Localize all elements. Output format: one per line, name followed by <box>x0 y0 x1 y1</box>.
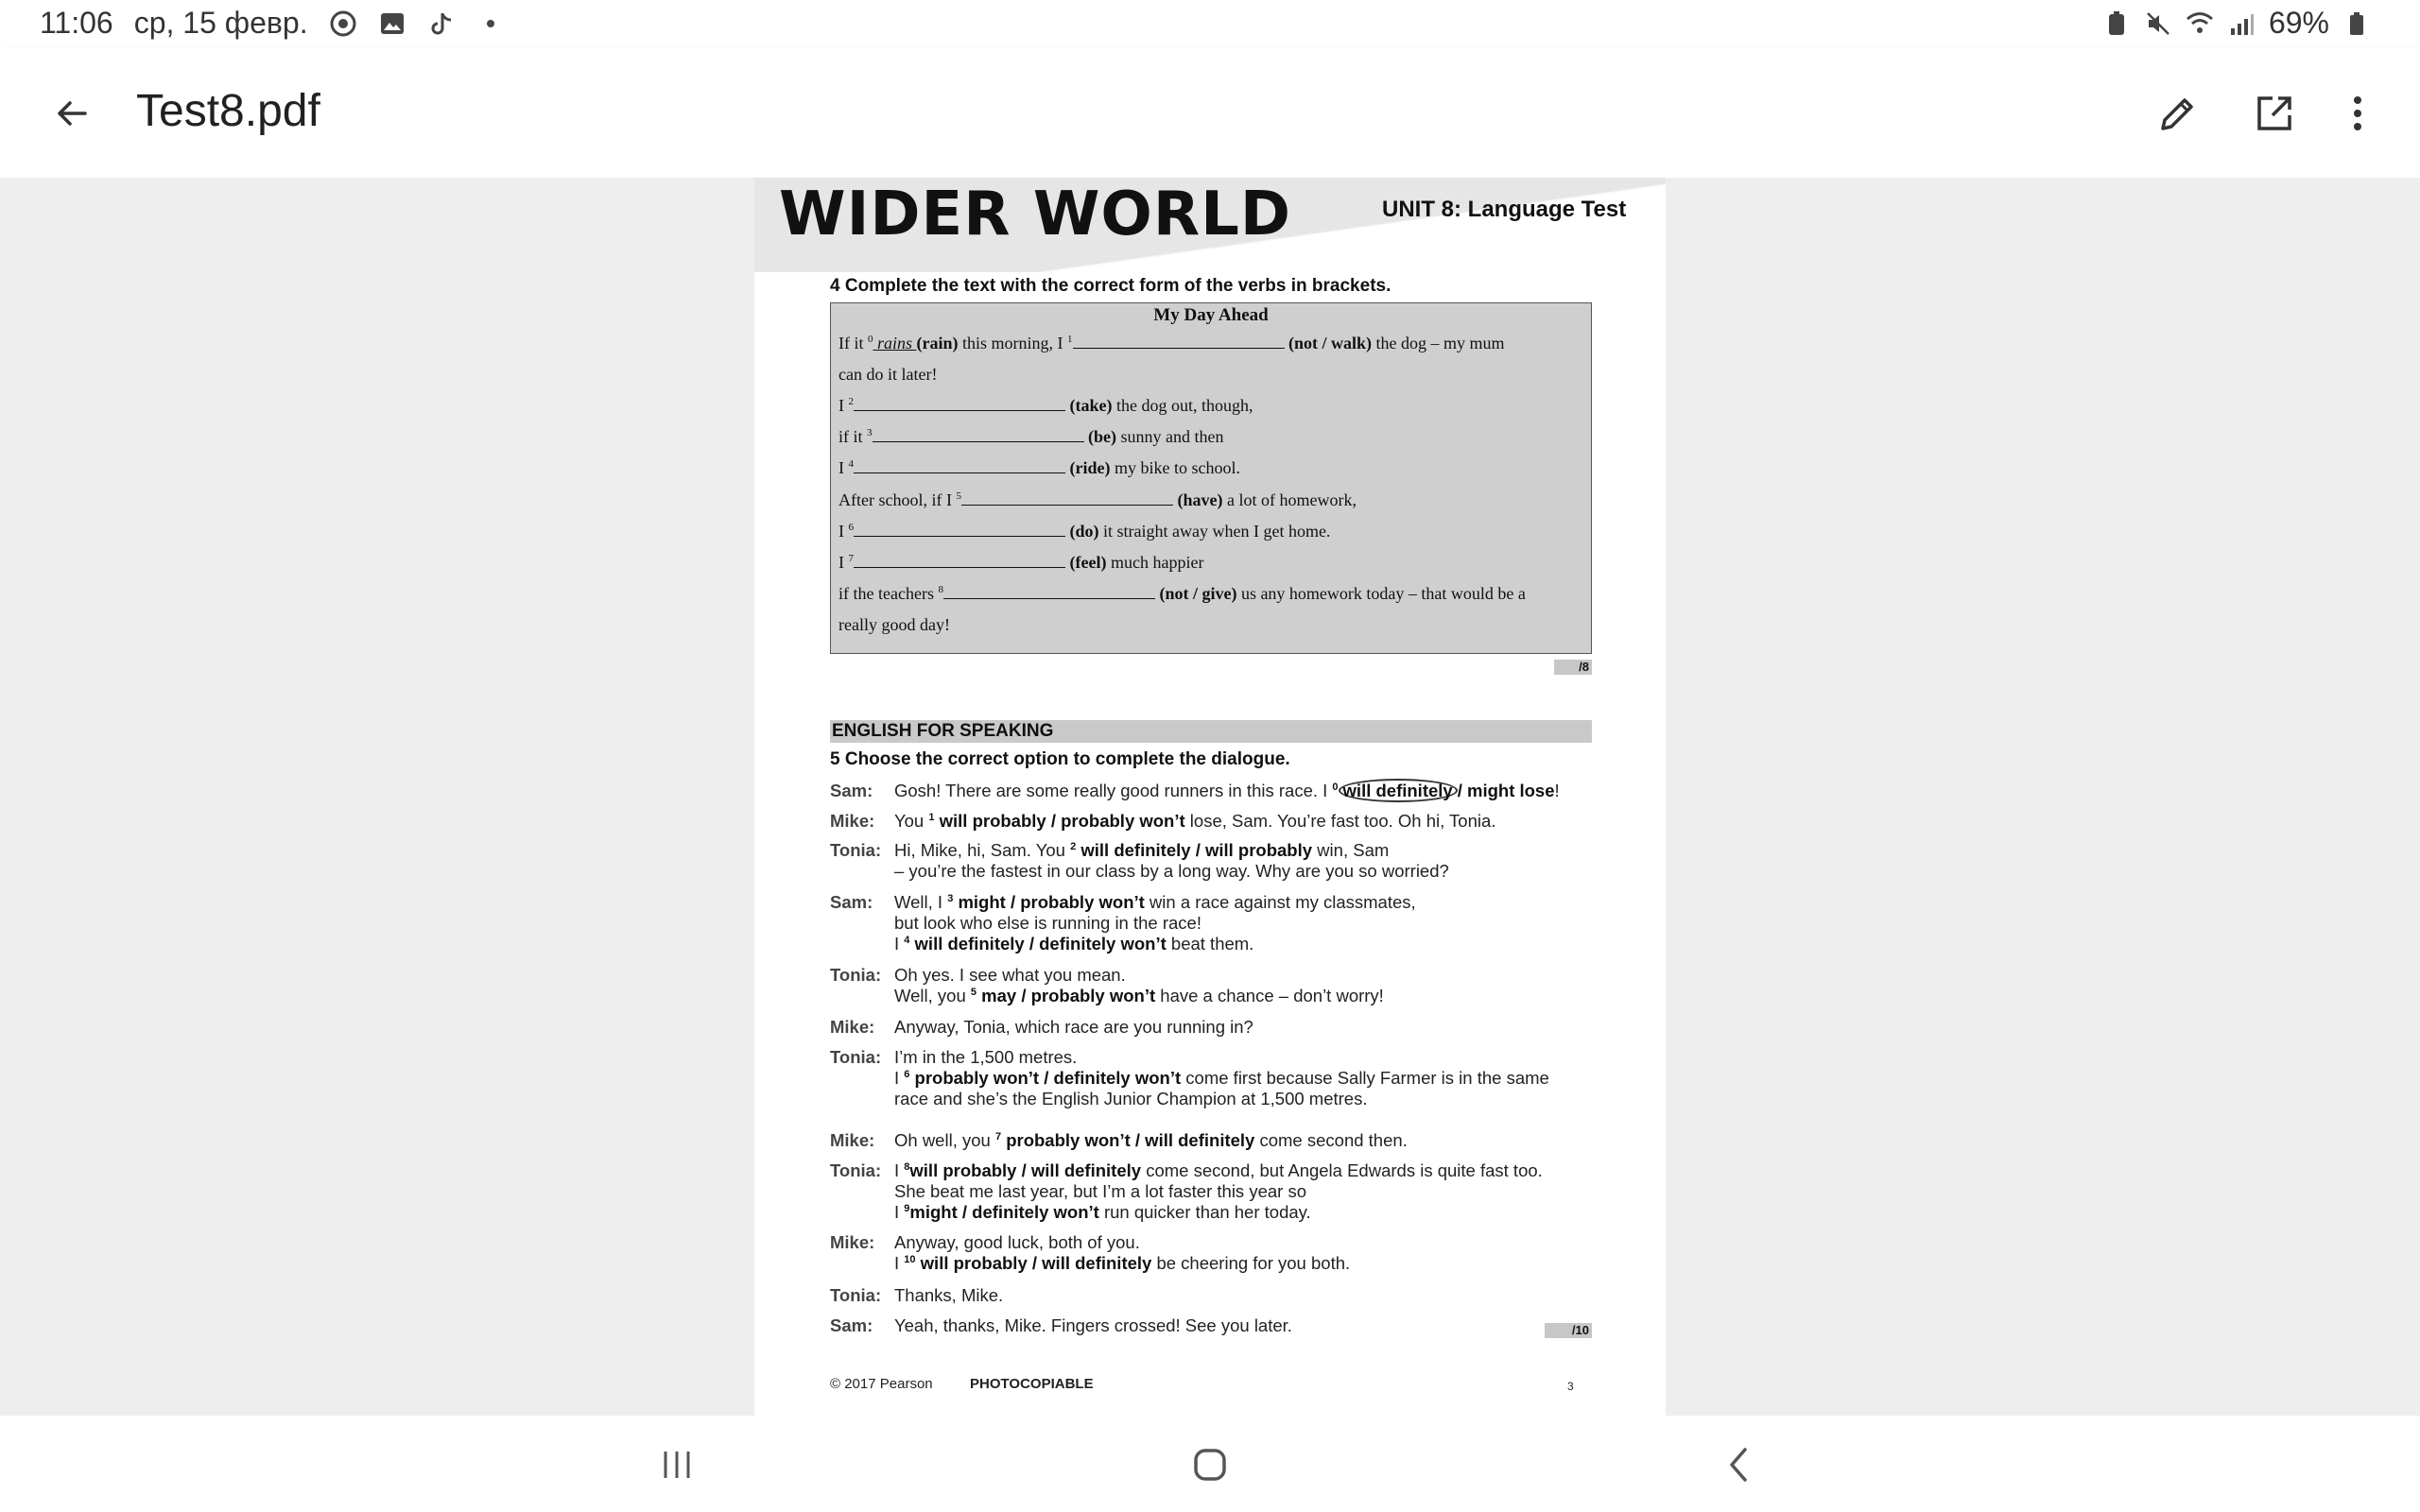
wider-world-logo: WIDER WORLD <box>779 180 1291 249</box>
open-external-button[interactable] <box>2246 85 2303 142</box>
dialogue-fragment: I <box>894 934 905 954</box>
gap-number: 6 <box>848 521 854 533</box>
footer-photocopiable: PHOTOCOPIABLE <box>970 1376 1094 1392</box>
back-nav-button[interactable] <box>1711 1436 1768 1493</box>
answer-option: will definitely / definitely won’t <box>909 934 1167 954</box>
ex4-line <box>838 615 950 635</box>
speaker-name: Mike: <box>830 811 875 831</box>
file-title: Test8.pdf <box>136 86 320 136</box>
gap-number: 0 <box>1332 781 1339 793</box>
dialogue-fragment: Yeah, thanks, Mike. Fingers crossed! See you later. <box>894 1315 1292 1335</box>
dialogue-fragment: Gosh! There are some really good runners in this race. I <box>894 781 1333 800</box>
answer-option: will probably / probably won’t <box>934 811 1185 831</box>
ex4-text: can do it later! <box>838 364 938 384</box>
answer-option: probably won’t / definitely won’t <box>909 1068 1182 1088</box>
dialogue-fragment: ! <box>1554 781 1560 800</box>
dialogue-text <box>894 1253 1350 1274</box>
dialogue-fragment: She beat me last year, but I’m a lot faster this year so <box>894 1181 1306 1201</box>
dialogue-fragment: come second, but Angela Edwards is quite fast too. <box>1141 1160 1543 1180</box>
ex4-text: If it <box>838 333 868 352</box>
dialogue-fragment: Anyway, Tonia, which race are you running in? <box>894 1017 1253 1037</box>
ex4-box-title: My Day Ahead <box>1153 305 1269 325</box>
ex4-text: I <box>838 458 849 478</box>
signal-icon <box>2227 9 2256 38</box>
speaker-name: Tonia: <box>830 965 882 985</box>
answer-blank <box>873 427 1084 442</box>
wifi-icon <box>2186 9 2214 38</box>
answer-blank <box>854 553 1065 568</box>
speaker-name: Sam: <box>830 892 873 912</box>
battery-percent: 69% <box>2268 6 2329 40</box>
gap-number: 5 <box>956 490 961 502</box>
recents-icon <box>658 1446 696 1484</box>
verb-hint: (ride) <box>1065 458 1111 478</box>
answer-option: / might lose <box>1457 781 1555 800</box>
unit-title: UNIT 8: Language Test <box>1382 197 1627 222</box>
gap-number: 9 <box>904 1202 910 1214</box>
speaker-name: Tonia: <box>830 1047 882 1067</box>
speaker-name: Sam: <box>830 781 873 800</box>
gap-number: 1 <box>1067 333 1073 345</box>
dialogue-text <box>894 913 1201 934</box>
ex4-text: my bike to school. <box>1110 458 1240 478</box>
gap-number: 8 <box>904 1160 910 1173</box>
ex4-text: if the teachers <box>838 584 939 604</box>
gallery-icon <box>378 9 406 38</box>
ex4-text: the dog – my mum <box>1372 333 1505 352</box>
edit-icon <box>2157 93 2199 134</box>
footer-copyright: © 2017 Pearson <box>830 1376 933 1392</box>
verb-hint: (feel) <box>1065 552 1107 572</box>
status-bar <box>0 0 2420 47</box>
dialogue-text <box>894 1285 1003 1306</box>
answer-blank <box>854 522 1065 537</box>
dialogue-text <box>894 1047 1077 1068</box>
answer-blank <box>854 458 1065 473</box>
ex4-text: much happier <box>1106 552 1204 572</box>
home-button[interactable] <box>1182 1436 1238 1493</box>
dialogue-fragment: Oh yes. I see what you mean. <box>894 965 1126 985</box>
gap-number: 1 <box>928 811 935 823</box>
ex4-text: I <box>838 552 849 572</box>
ex4-text: if it <box>838 427 867 447</box>
answer-blank <box>1073 334 1285 349</box>
dialogue-fragment: lose, Sam. You’re fast too. Oh hi, Tonia. <box>1184 811 1496 831</box>
answer-option: might / definitely won’t <box>909 1202 1099 1222</box>
ex4-box <box>830 302 1592 654</box>
ex4-line <box>838 553 1203 573</box>
more-vert-icon <box>2348 93 2367 134</box>
dialogue-fragment: come second then. <box>1254 1130 1408 1150</box>
recents-button[interactable] <box>648 1436 705 1493</box>
speaker-name: Mike: <box>830 1232 875 1252</box>
gap-number: 2 <box>848 395 854 407</box>
dialogue-text <box>894 861 1449 882</box>
speaking-header: ENGLISH FOR SPEAKING <box>830 720 1592 743</box>
ex4-line <box>838 490 1357 510</box>
answer-blank <box>943 584 1155 599</box>
dialogue-fragment: come first because Sally Farmer is in the same <box>1181 1068 1549 1088</box>
dialogue-fragment: Well, you <box>894 986 971 1005</box>
answer-option: will probably / will definitely <box>915 1253 1152 1273</box>
ex4-text: a lot of homework, <box>1222 490 1357 509</box>
dialogue-text <box>894 1017 1253 1038</box>
open-external-icon <box>2254 93 2295 134</box>
speaker-name: Mike: <box>830 1017 875 1037</box>
answer-option: may / probably won’t <box>977 986 1156 1005</box>
gap-number: 4 <box>904 934 910 946</box>
dialogue-fragment: beat them. <box>1166 934 1254 954</box>
ex4-text: us any homework today – that would be a <box>1236 584 1526 604</box>
ex4-text: really good day! <box>838 615 950 635</box>
gap-number: 6 <box>904 1068 910 1080</box>
tiktok-icon <box>427 9 456 38</box>
ex4-line <box>838 427 1223 447</box>
ex4-line <box>838 458 1240 478</box>
more-options-button[interactable] <box>2329 85 2386 142</box>
dialogue-fragment: Oh well, you <box>894 1130 995 1150</box>
ex4-line <box>838 584 1526 604</box>
dialogue-text <box>894 1202 1311 1223</box>
dialogue-text <box>894 1315 1292 1336</box>
dialogue-text <box>894 781 1560 801</box>
edit-button[interactable] <box>2150 85 2206 142</box>
dialogue-text <box>894 1160 1543 1181</box>
ex4-line <box>838 334 1505 353</box>
status-date: ср, 15 февр. <box>133 6 308 40</box>
gap-number: 3 <box>867 427 873 439</box>
circled-answer: will definitely <box>1339 779 1458 802</box>
speaker-name: Tonia: <box>830 1285 882 1305</box>
example-answer: rains <box>873 333 917 352</box>
dialogue-text <box>894 986 1384 1006</box>
dialogue-text <box>894 892 1416 913</box>
gap-number: 8 <box>938 584 943 596</box>
answer-blank <box>961 490 1173 506</box>
ex4-line <box>838 522 1330 541</box>
dialogue-fragment: race and she’s the English Junior Champion at 1,500 metres. <box>894 1089 1368 1108</box>
back-nav-icon <box>1720 1446 1758 1484</box>
verb-hint: (be) <box>1083 427 1116 447</box>
answer-option: will probably / will definitely <box>909 1160 1142 1180</box>
dialogue-text <box>894 1130 1408 1151</box>
more-dot-icon <box>476 9 505 38</box>
answer-option: might / probably won’t <box>953 892 1145 912</box>
pdf-page <box>754 178 1666 1416</box>
dialogue-text <box>894 1232 1140 1253</box>
speaker-name: Tonia: <box>830 840 882 860</box>
pdf-viewer[interactable] <box>0 178 2420 1416</box>
answer-blank <box>854 396 1065 411</box>
dialogue-text <box>894 840 1389 861</box>
ex4-text: the dog out, though, <box>1112 395 1253 415</box>
dialogue-fragment: run quicker than her today. <box>1098 1202 1311 1222</box>
answer-option: will definitely / will probably <box>1076 840 1313 860</box>
battery-saver-icon <box>2102 9 2131 38</box>
dialogue-text <box>894 1089 1367 1109</box>
arrow-back-icon <box>53 94 91 132</box>
ex5-instruction: 5 Choose the correct option to complete the dialogue. <box>830 749 1290 769</box>
ex4-text: After school, if I <box>838 490 957 509</box>
ex4-text: I <box>838 521 849 541</box>
dialogue-fragment: Thanks, Mike. <box>894 1285 1004 1305</box>
speaker-name: Mike: <box>830 1130 875 1150</box>
dialogue-fragment: I <box>894 1068 905 1088</box>
dialogue-text <box>894 1068 1549 1089</box>
dialogue-text <box>894 934 1253 954</box>
dialogue-fragment: I <box>894 1160 905 1180</box>
verb-hint: (not / give) <box>1154 584 1237 604</box>
gap-number: 3 <box>947 892 954 904</box>
back-button[interactable] <box>45 87 98 140</box>
ex4-line <box>838 365 937 385</box>
ex4-text: I <box>838 395 849 415</box>
verb-hint: (take) <box>1065 395 1113 415</box>
dialogue-fragment: win a race against my classmates, <box>1144 892 1416 912</box>
answer-option: probably won’t / will definitely <box>1001 1130 1255 1150</box>
gap-number: 7 <box>994 1130 1002 1143</box>
verb-hint: (have) <box>1172 490 1223 509</box>
ex4-text: this morning, I <box>958 333 1068 352</box>
mute-icon <box>2144 9 2172 38</box>
dialogue-fragment: win, Sam <box>1312 840 1390 860</box>
dialogue-fragment: be cheering for you both. <box>1151 1253 1351 1273</box>
dialogue-fragment: but look who else is running in the race! <box>894 913 1201 933</box>
speaker-name: Sam: <box>830 1315 873 1335</box>
dialogue-fragment: Well, I <box>894 892 948 912</box>
gap-number: 7 <box>848 552 854 564</box>
navigation-bar <box>0 1416 2420 1512</box>
dialogue-text <box>894 965 1126 986</box>
dialogue-fragment: I’m in the 1,500 metres. <box>894 1047 1078 1067</box>
ex4-line <box>838 396 1253 416</box>
gap-number: 0 <box>868 333 873 345</box>
dialogue-text <box>894 811 1495 832</box>
verb-hint: (do) <box>1065 521 1099 541</box>
ex5-score: /10 <box>1545 1323 1592 1338</box>
speaker-name: Tonia: <box>830 1160 882 1180</box>
battery-icon <box>2342 9 2371 38</box>
dialogue-fragment: have a chance – don’t worry! <box>1155 986 1384 1005</box>
ex4-instruction: 4 Complete the text with the correct form of the verbs in brackets. <box>830 276 1392 296</box>
dialogue-text <box>894 1181 1306 1202</box>
gap-number: 2 <box>1070 840 1077 852</box>
dialogue-fragment: Hi, Mike, hi, Sam. You <box>894 840 1071 860</box>
dialogue-fragment: – you’re the fastest in our class by a long way. Why are you so worried? <box>894 861 1449 881</box>
dialogue-fragment: Anyway, good luck, both of you. <box>894 1232 1140 1252</box>
ex4-score: /8 <box>1554 660 1592 675</box>
ex4-text: it straight away when I get home. <box>1098 521 1331 541</box>
gap-number: 10 <box>904 1253 916 1265</box>
dialogue-fragment: I <box>894 1202 905 1222</box>
footer-page-number: 3 <box>1567 1380 1574 1393</box>
ex4-text: sunny and then <box>1116 427 1224 447</box>
verb-hint: (rain) <box>916 333 959 352</box>
home-icon <box>1191 1446 1229 1484</box>
dialogue-fragment: I <box>894 1253 905 1273</box>
status-time: 11:06 <box>40 6 113 40</box>
dialogue-fragment: You <box>894 811 929 831</box>
chrome-icon <box>329 9 357 38</box>
gap-number: 5 <box>970 986 977 998</box>
app-bar <box>0 47 2420 178</box>
verb-hint: (not / walk) <box>1284 333 1373 352</box>
gap-number: 4 <box>848 458 854 471</box>
